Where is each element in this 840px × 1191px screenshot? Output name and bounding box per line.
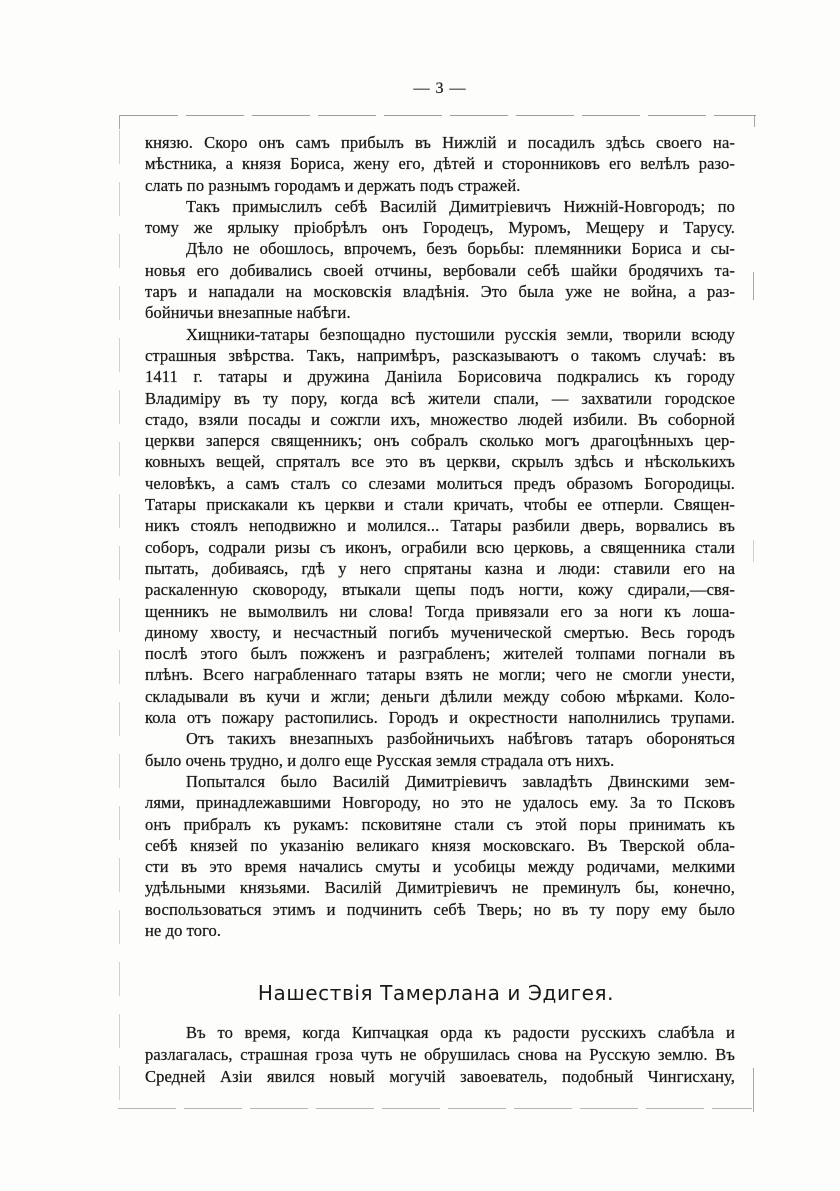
text-line: раскаленную сковороду, втыкали щепы подъ ногти, кожу сдирали,—свя- [145,580,735,600]
page-frame-right-fragment [753,540,754,562]
text-line: соборъ, содрали ризы съ иконъ, ограбили всю церковь, а священника стали [145,537,735,557]
page-frame-left-line [119,130,120,1110]
text-line: церкви заперся священникъ; онъ собралъ сколько могъ драгоцѣнныхъ цер- [145,431,735,451]
text-line: мѣстника, а князя Бориса, жену его, дѣтей и сторонниковъ его велѣлъ разо- [145,154,735,174]
paragraph [145,132,735,196]
text-line: Отъ такихъ внезапныхъ разбойничьихъ набѣговъ татаръ обороняться [186,729,735,749]
page-frame-corner-tick [119,115,120,129]
paragraph [145,238,735,323]
text-line: страшныя звѣрства. Такъ, напримѣръ, разсказываютъ о такомъ случаѣ: въ [145,345,735,365]
text-line: кола отъ пожару растопились. Городъ и окрестности наполнились трупами. [145,708,735,728]
text-line: бойничьи внезапные набѣги. [145,303,351,323]
text-line: щенникъ не вымолвилъ ни слова! Тогда привязали его за ноги къ лоша- [145,601,735,621]
text-line: Такъ примыслилъ себѣ Василій Димитріевичъ Нижній-Новгородъ; по [186,196,735,216]
text-line: плѣнъ. Всего награбленнаго татары взять не могли; чего не смогли унести, [145,665,735,685]
page-frame-right-fragment [753,272,754,300]
text-line: Въ то время, когда Кипчацкая орда къ радости русскихъ слабѣла и [186,1023,735,1042]
text-line: 1411 г. татары и дружина Даніила Борисовича подкрались къ городу [145,367,735,387]
text-line: послѣ этого былъ пожженъ и разграбленъ; жителей толпами погнали въ [145,644,735,664]
page-frame-bottom-line [118,1108,752,1109]
text-line: Владиміру въ ту пору, когда всѣ жители спали, — захватили городское [145,388,735,408]
text-line: Татары прискакали къ церкви и стали кричать, чтобы ее отперли. Священ- [145,495,735,515]
text-line: сти въ это время начались смуты и усобицы между родичами, мелкими [145,857,735,877]
text-line: человѣкъ, а самъ сталъ со слезами молиться предъ образомъ Богородицы. [145,473,735,493]
main-text-block [145,132,735,941]
text-line: Хищники-татары безпощадно пустошили русскія земли, творили всюду [186,324,735,344]
paragraph [145,324,735,729]
text-line: диному хвосту, и несчастный погибъ мученической смертью. Весь городъ [145,622,735,642]
paragraph [145,196,735,239]
text-line: ковныхъ вещей, спряталъ все это въ церкви, скрылъ здѣсь и нѣсколькихъ [145,452,735,472]
text-line: тому же ярлыку пріобрѣлъ онъ Городецъ, Муромъ, Мещеру и Тарусу. [145,218,735,238]
text-line: новья его добивались своей отчины, вербовали себѣ шайки бродячихъ та- [145,260,735,280]
text-line: не до того. [145,920,222,940]
text-line: Попытался было Василій Димитріевичъ завладѣть Двинскими зем- [186,771,735,791]
text-line: слать по разнымъ городамъ и держать подъ стражей. [145,175,521,195]
page-frame-right-tick [754,115,755,127]
paragraph [145,1022,735,1088]
text-line: себѣ князей по указанію великаго князя московскаго. Въ Тверской обла- [145,835,735,855]
text-line: лями, принадлежавшими Новгороду, но это не удалось ему. За то Псковъ [145,793,735,813]
text-line: пытать, добиваясь, гдѣ у него спрятаны казна и люди: ставили его на [145,558,735,578]
text-line: было очень трудно, и долго еще Русская земля страдала отъ нихъ. [145,750,615,770]
page-frame-top-line [120,115,756,116]
paragraph [145,728,735,771]
text-line: воспользоваться этимъ и подчинить себѣ Тверь; но въ ту пору ему было [145,899,735,919]
section-heading: Нашествія Тамерлана и Эдигея. [257,981,615,1005]
text-line: Средней Азіи явился новый могучій завоеватель, подобный Чингисхану, [145,1067,735,1086]
text-line: князю. Скоро онъ самъ прибылъ въ Нижлій и посадилъ здѣсь своего на- [145,133,735,152]
text-line: таръ и нападали на московскія владѣнія. Это была уже не война, а раз- [145,282,735,302]
page-number: — 3 — [413,80,467,97]
text-line: онъ прибралъ къ рукамъ: псковитяне стали съ этой поры принимать къ [145,814,735,834]
text-line: складывали въ кучи и жгли; деньги дѣлили между собою мѣрками. Коло- [145,686,735,706]
text-line: разлагалась, страшная гроза чуть не обрушилась снова на Русскую землю. Въ [145,1045,735,1064]
section-text-block [145,1022,735,1088]
page-frame-right-fragment [753,1068,754,1112]
text-line: Дѣло не обошлось, впрочемъ, безъ борьбы: племянники Бориса и сы- [186,239,735,259]
text-line: удѣльными князьями. Василій Димитріевичъ не преминулъ бы, конечно, [145,878,735,898]
text-line: никъ стоялъ неподвижно и молился... Татары разбили дверь, ворвались въ [145,516,735,536]
text-line: стадо, взяли посады и сожгли ихъ, множество людей избили. Въ соборной [145,409,735,429]
paragraph [145,771,735,941]
